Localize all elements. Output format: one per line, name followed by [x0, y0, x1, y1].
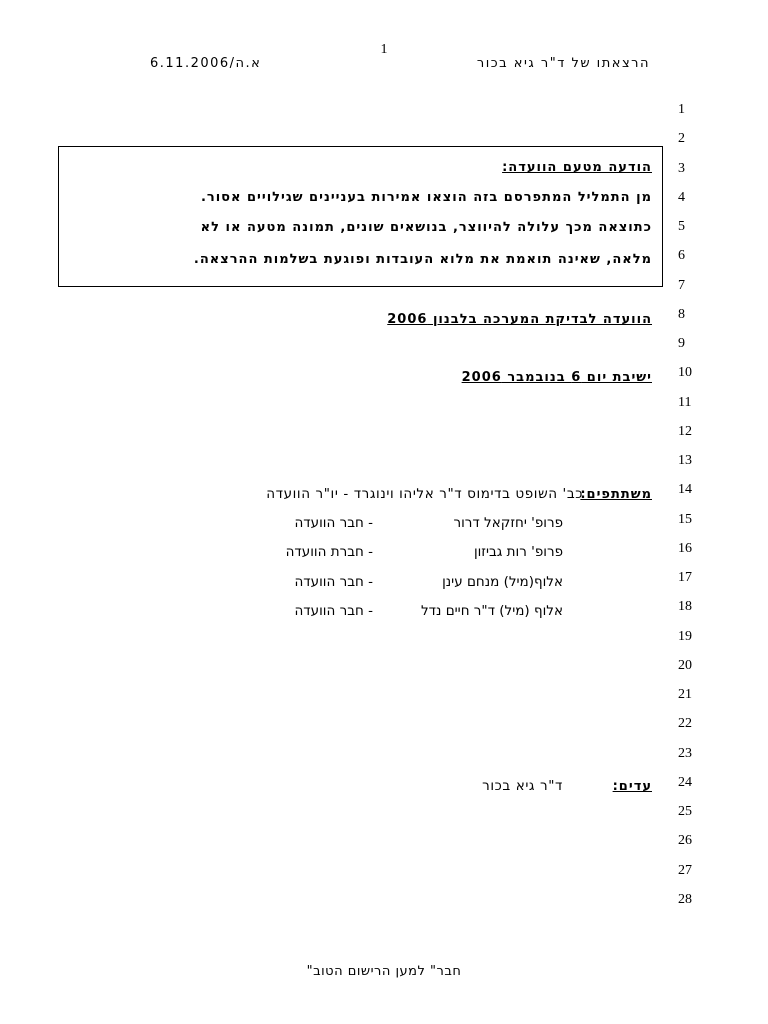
line-number: 13	[678, 453, 692, 468]
line-number: 12	[678, 424, 692, 439]
line-number: 9	[678, 336, 685, 351]
line-number: 24	[678, 775, 692, 790]
session-title: ישיבת יום 6 בנובמבר 2006	[461, 370, 652, 385]
line-number: 5	[678, 219, 685, 234]
line-number: 10	[678, 365, 692, 380]
line-number: 2	[678, 131, 685, 146]
line-number: 26	[678, 833, 692, 848]
participant-role: - חבר הוועדה	[294, 574, 373, 590]
line-number: 17	[678, 570, 692, 585]
participant-role: - חבר הוועדה	[294, 603, 373, 619]
line-number: 1	[678, 102, 685, 117]
participant-name: אלוף (מיל) ד"ר חיים נדל	[420, 603, 563, 619]
witness-name: ד"ר גיא בכור	[482, 778, 563, 794]
participant-name: פרופ' רות גביזון	[473, 544, 563, 560]
line-number: 4	[678, 190, 685, 205]
notice-line-2: כתוצאה מכך עלולה להיווצר, בנושאים שונים, תמונה מטעה או לא	[200, 220, 652, 235]
line-number: 8	[678, 307, 685, 322]
witnesses-label: עדים:	[612, 779, 652, 794]
line-number: 6	[678, 248, 685, 263]
notice-line-1: מן התמליל המתפרסם בזה הוצאו אמירות בעניינים שגילויים אסור.	[200, 190, 652, 205]
line-number: 28	[678, 892, 692, 907]
page-number: 1	[380, 42, 388, 57]
line-number: 16	[678, 541, 692, 556]
line-number: 27	[678, 863, 692, 878]
header-lecture-title: הרצאתו של ד"ר גיא בכור	[476, 56, 650, 71]
participant-role: - חברת הוועדה	[285, 544, 373, 560]
line-number: 20	[678, 658, 692, 673]
line-number: 7	[678, 278, 685, 293]
participant-name: פרופ' יחזקאל דרור	[453, 515, 563, 531]
notice-line-3: מלאה, שאינה תואמת את מלוא העובדות ופוגעת בשלמות ההרצאה.	[193, 252, 652, 267]
line-number: 14	[678, 482, 692, 497]
page-footer: "חבר" למען הרישום הטוב	[306, 964, 462, 979]
participants-label: משתתפים:	[580, 487, 652, 502]
line-number: 21	[678, 687, 692, 702]
line-number: 19	[678, 629, 692, 644]
line-number: 23	[678, 746, 692, 761]
line-number: 22	[678, 716, 692, 731]
participant-name: אלוף(מיל) מנחם עינן	[442, 574, 563, 590]
line-number: 3	[678, 161, 685, 176]
line-number: 18	[678, 599, 692, 614]
participant-role: - חבר הוועדה	[294, 515, 373, 531]
notice-title: הודעה מטעם הוועדה:	[502, 160, 652, 175]
line-number: 25	[678, 804, 692, 819]
header-date-code: א.ה/6.11.2006	[150, 56, 262, 71]
line-number: 15	[678, 512, 692, 527]
participant-chair: כב' השופט בדימוס ד"ר אליהו וינוגרד - יו"ר הוועדה	[266, 486, 583, 502]
line-number: 11	[678, 395, 692, 410]
committee-title: הוועדה לבדיקת המערכה בלבנון 2006	[387, 312, 652, 327]
